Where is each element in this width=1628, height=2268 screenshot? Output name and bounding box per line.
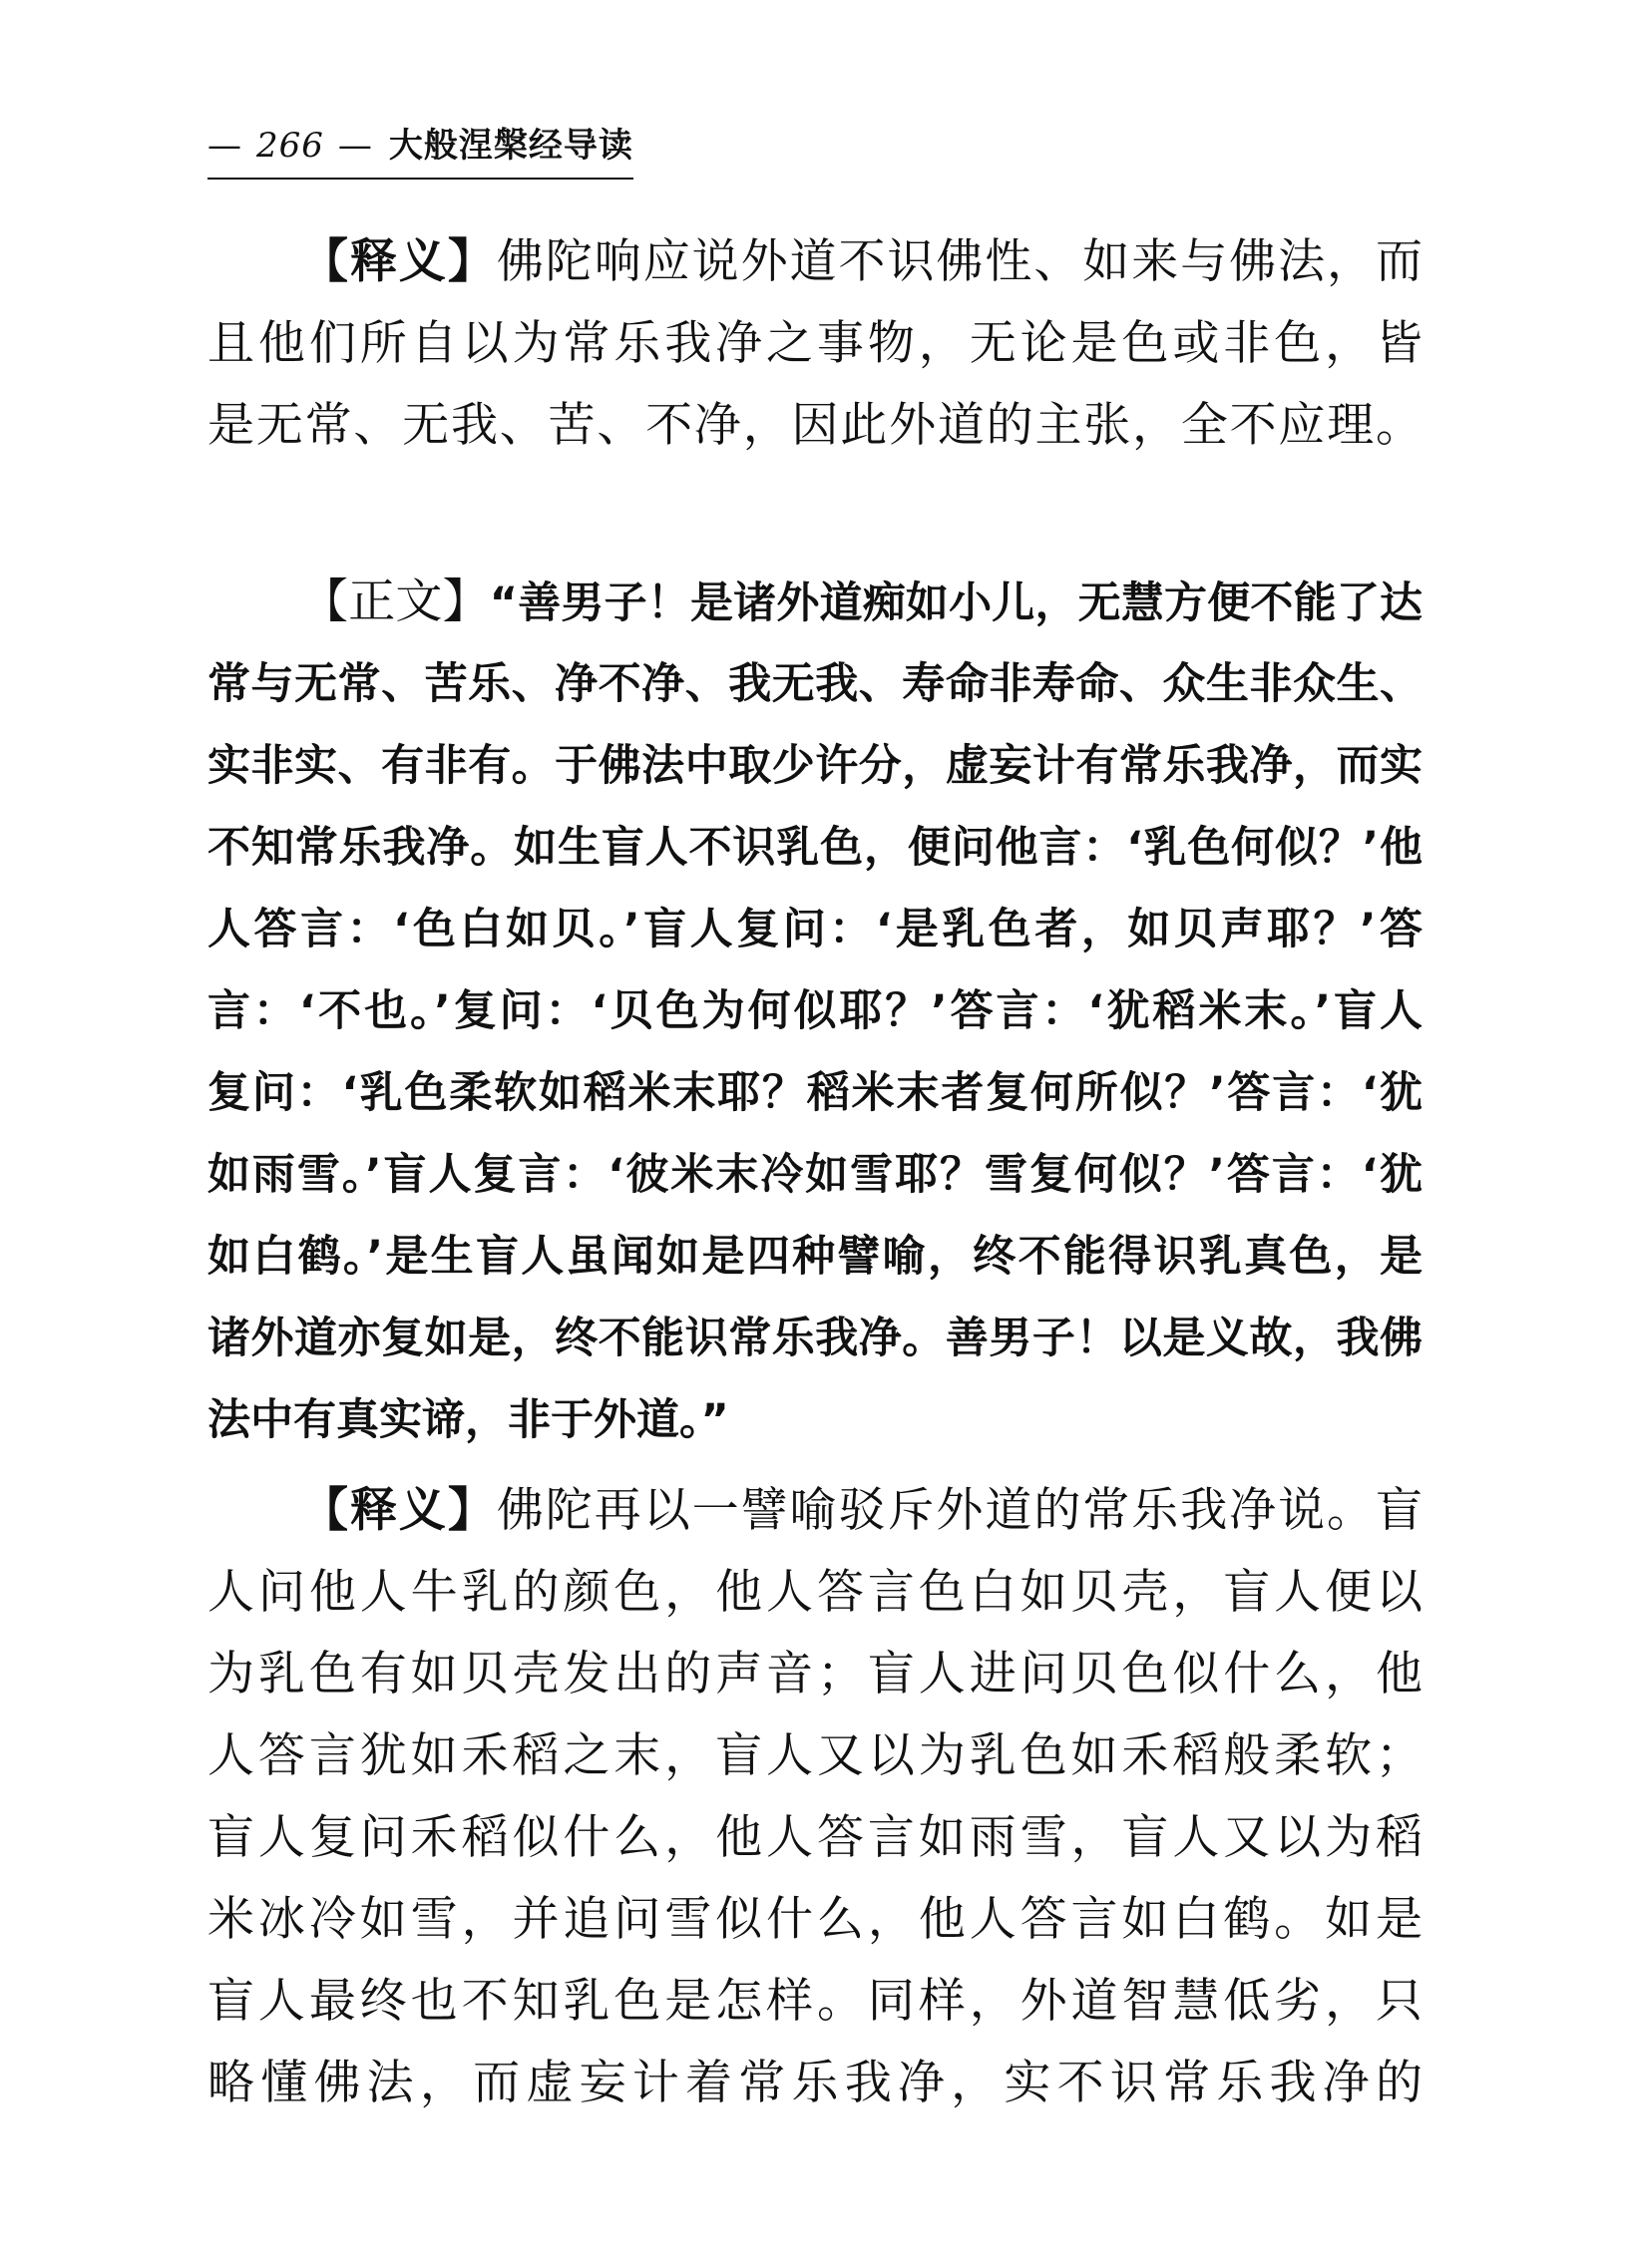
text-line: 略懂佛法，而虚妄计着常乐我净，实不识常乐我净的 [207,2056,1423,2110]
text-line: 不知常乐我净。如生盲人不识乳色，便问他言：‘乳色何似？’他 [207,823,1423,873]
text-line: 盲人最终也不知乳色是怎样。同样，外道智慧低劣，只 [207,1974,1423,2029]
line-text: 佛陀再以一譬喻驳斥外道的常乐我净说。盲 [496,1483,1423,1538]
text-line: 法中有真实谛，非于外道。” [207,1395,729,1445]
text-line: 米冰冷如雪，并追问雪似什么，他人答言如白鹤。如是 [207,1892,1423,1947]
section-label: 【释义】 [301,234,497,289]
paragraph-main-text [207,562,1423,1461]
page-number: 266 [256,126,324,166]
text-line: 实非实、有非有。于佛法中取少许分，虚妄计有常乐我净，而实 [207,741,1423,791]
text-line: 常与无常、苦乐、净不净、我无我、寿命非寿命、众生非众生、 [207,659,1423,709]
line-text: 佛陀响应说外道不识佛性、如来与佛法，而 [496,234,1423,289]
section-label: 【释义】 [301,1483,497,1538]
header-dash-right: — [337,126,373,166]
running-header [207,118,633,180]
header-dash-left: — [207,126,242,166]
book-title: 大般涅槃经导读 [388,126,633,166]
text-line: 人问他人牛乳的颜色，他人答言色白如贝壳，盲人便以 [207,1565,1423,1620]
section-label: 【正文】 [301,574,490,629]
text-line: 言：‘不也。’复问：‘贝色为何似耶？’答言：‘犹稻米末。’盲人 [207,986,1423,1036]
paragraph-explanation-1 [207,221,1423,467]
paragraph-explanation-2 [207,1470,1423,2124]
text-line: 人答言：‘色白如贝。’盲人复问：‘是乳色者，如贝声耶？’答 [207,905,1423,954]
text-line: 复问：‘乳色柔软如稻米末耶？稻米末者复何所似？’答言：‘犹 [207,1068,1423,1118]
text-line [207,562,1423,643]
text-line: 且他们所自以为常乐我净之事物，无论是色或非色，皆 [207,316,1423,371]
text-line [207,1470,1423,1552]
text-line: 人答言犹如禾稻之末，盲人又以为乳色如禾稻般柔软； [207,1728,1423,1783]
line-text: “善男子！是诸外道痴如小儿，无慧方便不能了达 [489,578,1423,628]
text-line: 是无常、无我、苦、不净，因此外道的主张，全不应理。 [207,398,1423,453]
text-line: 如雨雪。’盲人复言：‘彼米末冷如雪耶？雪复何似？’答言：‘犹 [207,1150,1423,1200]
text-line [207,221,1423,303]
text-line: 为乳色有如贝壳发出的声音；盲人进问贝色似什么，他 [207,1647,1423,1701]
text-line: 如白鹤。’是生盲人虽闻如是四种譬喻，终不能得识乳真色，是 [207,1232,1423,1282]
text-line: 盲人复问禾稻似什么，他人答言如雨雪，盲人又以为稻 [207,1810,1423,1865]
text-line: 诸外道亦复如是，终不能识常乐我净。善男子！以是义故，我佛 [207,1314,1423,1363]
